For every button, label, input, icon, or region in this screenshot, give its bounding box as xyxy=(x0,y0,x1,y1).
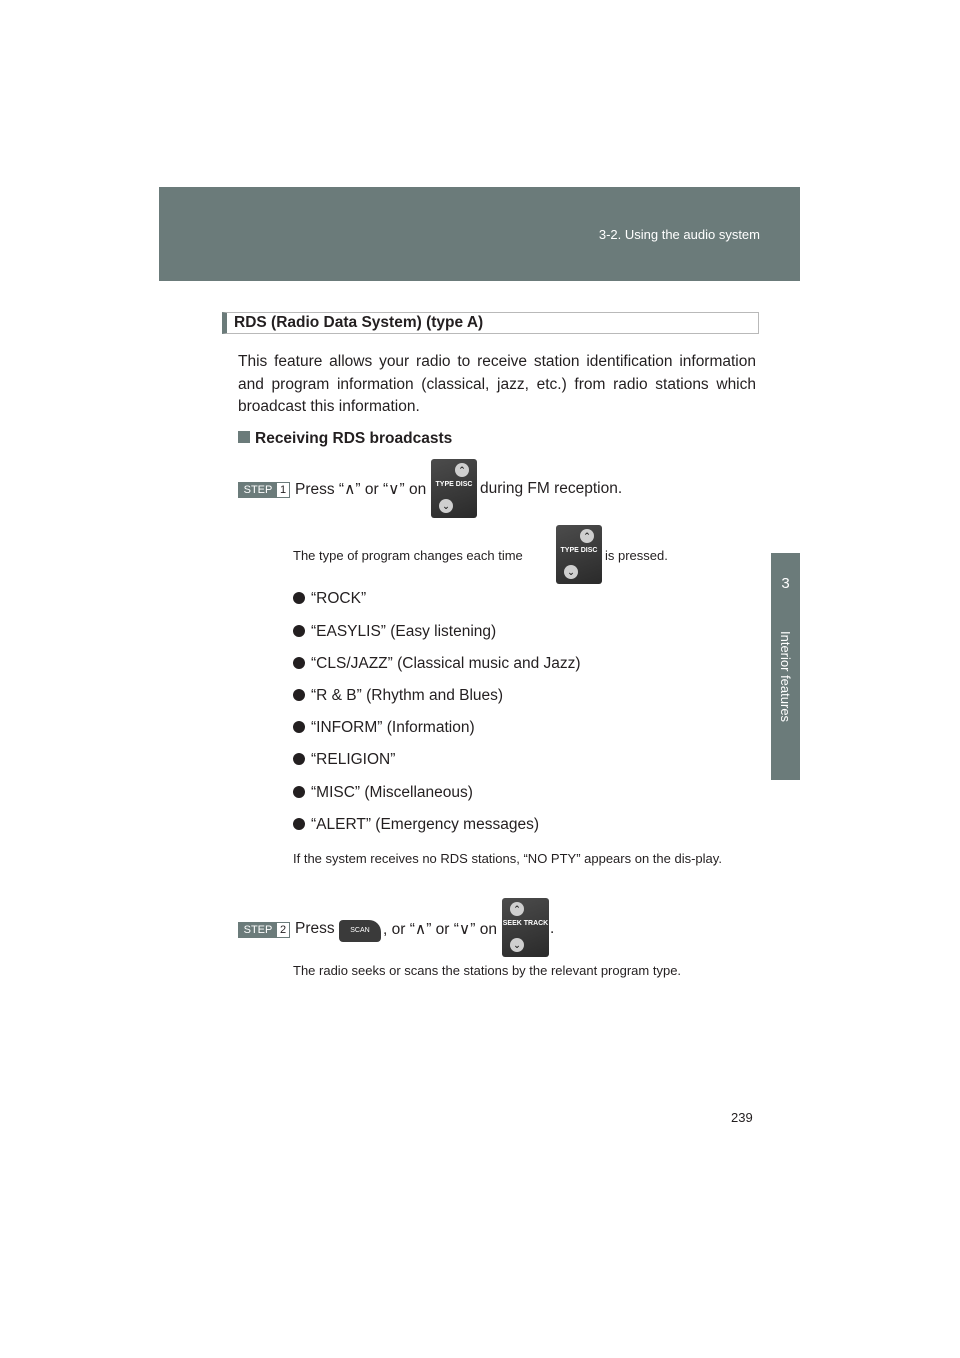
list-item: “ROCK” xyxy=(293,590,366,608)
bullet-icon xyxy=(293,689,305,701)
no-pty-note: If the system receives no RDS stations, “NO PTY” appears on the dis-play. xyxy=(293,851,722,866)
type-disc-button-icon xyxy=(556,525,602,584)
bullet-icon xyxy=(293,786,305,798)
step-number: 2 xyxy=(279,924,287,936)
step-word: STEP xyxy=(239,923,277,937)
chapter-number: 3 xyxy=(781,575,790,592)
list-item: “R & B” (Rhythm and Blues) xyxy=(293,687,503,705)
header-band xyxy=(159,187,800,281)
seek-track-button-icon xyxy=(502,898,549,957)
list-item: “RELIGION” xyxy=(293,751,395,769)
step-2-badge xyxy=(238,922,290,938)
step-1-note-before: The type of program changes each time xyxy=(293,548,523,563)
down-arrow-icon: ⌄ xyxy=(510,938,524,952)
chapter-name: Interior features xyxy=(778,631,793,723)
step-1-text-before: Press “∧” or “∨” on xyxy=(295,481,427,498)
up-arrow-icon: ⌃ xyxy=(510,902,524,916)
section-title: RDS (Radio Data System) (type A) xyxy=(234,314,484,331)
down-arrow-icon: ⌄ xyxy=(564,565,578,579)
bullet-icon xyxy=(293,753,305,765)
step-1-note-after: is pressed. xyxy=(605,548,668,563)
subheading xyxy=(238,430,452,448)
button-label: TYPE DISC xyxy=(560,547,598,554)
button-label: SEEK TRACK xyxy=(502,920,549,927)
square-bullet-icon xyxy=(238,431,250,443)
scan-button-icon: SCAN xyxy=(339,920,381,942)
bullet-icon xyxy=(293,657,305,669)
down-arrow-icon: ⌄ xyxy=(439,499,453,513)
subheading-text: Receiving RDS broadcasts xyxy=(255,430,453,447)
chapter-tab xyxy=(771,553,800,780)
bullet-icon xyxy=(293,721,305,733)
button-label: TYPE DISC xyxy=(435,481,473,488)
list-item: “CLS/JAZZ” (Classical music and Jazz) xyxy=(293,655,581,673)
step-2-text-mid: , or “∧” or “∨” on xyxy=(383,921,497,938)
list-item: “INFORM” (Information) xyxy=(293,719,475,737)
step-1-text-after: during FM reception. xyxy=(480,480,623,497)
list-item: “EASYLIS” (Easy listening) xyxy=(293,623,496,641)
step-2-text-end: . xyxy=(550,920,555,937)
up-arrow-icon: ⌃ xyxy=(580,529,594,543)
section-heading-box xyxy=(222,312,759,334)
step-2-note: The radio seeks or scans the stations by the relevant program type. xyxy=(293,963,682,978)
up-arrow-icon: ⌃ xyxy=(455,463,469,477)
step-1-badge xyxy=(238,482,290,498)
step-word: STEP xyxy=(239,483,277,497)
list-item: “ALERT” (Emergency messages) xyxy=(293,816,539,834)
intro-paragraph: This feature allows your radio to receive station identification information and program information (classical, jazz, etc.) from radio stations which broadcast this information. xyxy=(238,353,756,415)
type-disc-button-icon xyxy=(431,459,477,518)
page-number: 239 xyxy=(731,1110,753,1125)
bullet-icon xyxy=(293,592,305,604)
step-number: 1 xyxy=(279,484,287,496)
list-item: “MISC” (Miscellaneous) xyxy=(293,784,473,802)
bullet-icon xyxy=(293,818,305,830)
bullet-icon xyxy=(293,625,305,637)
section-breadcrumb: 3-2. Using the audio system xyxy=(598,227,760,242)
step-2-text-press: Press xyxy=(295,920,335,937)
